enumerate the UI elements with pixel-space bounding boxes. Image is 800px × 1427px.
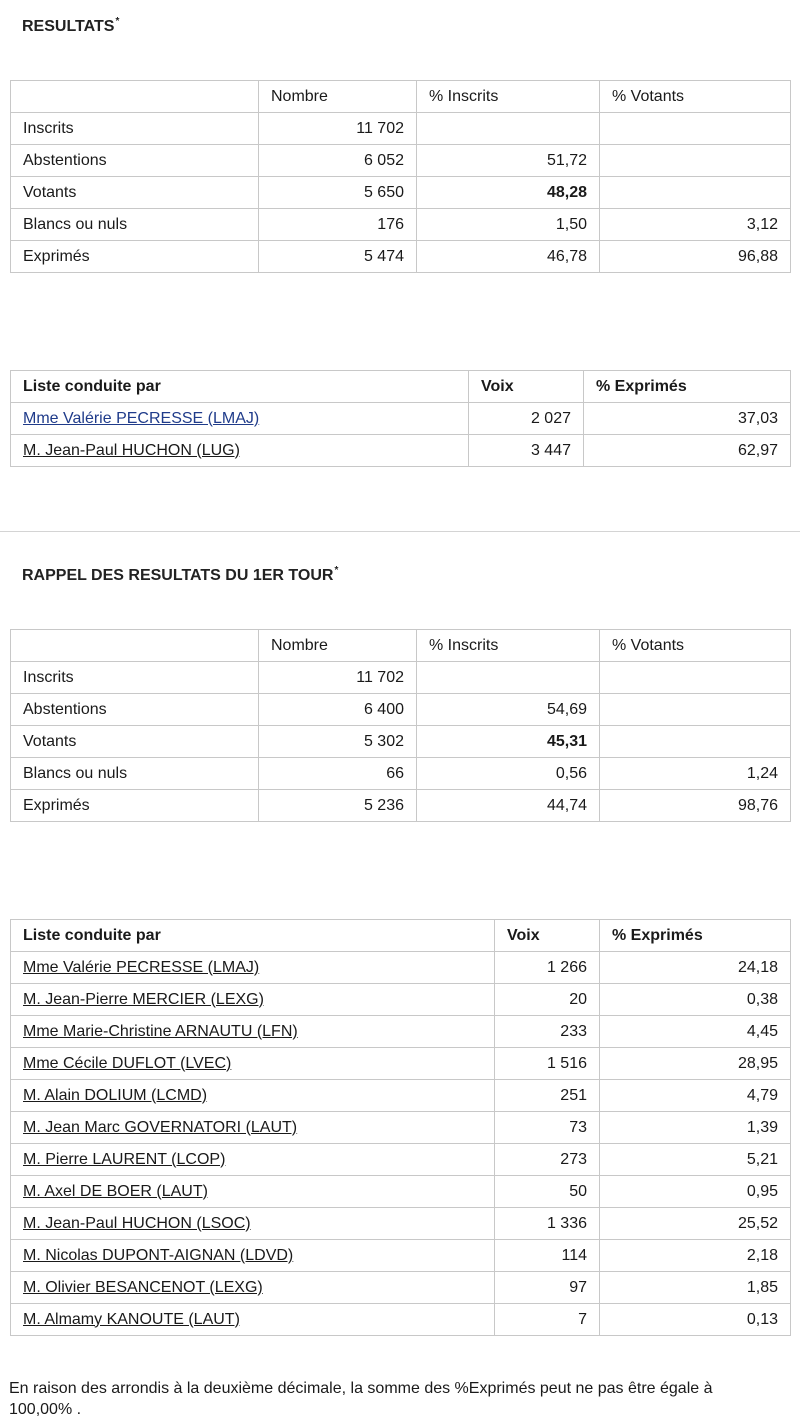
table-cell: 114 bbox=[495, 1240, 600, 1272]
table-cell: 37,03 bbox=[584, 403, 791, 435]
column-header: % Exprimés bbox=[600, 920, 791, 952]
column-header: Liste conduite par bbox=[11, 371, 469, 403]
candidate-link[interactable]: M. Pierre LAURENT (LCOP) bbox=[23, 1150, 226, 1168]
column-header bbox=[11, 81, 259, 113]
table-row bbox=[11, 662, 791, 694]
table-row bbox=[11, 1176, 791, 1208]
table-cell: 5 302 bbox=[259, 726, 417, 758]
table-row bbox=[11, 1208, 791, 1240]
table-cell: 1,24 bbox=[600, 758, 791, 790]
candidate-link[interactable]: Mme Cécile DUFLOT (LVEC) bbox=[23, 1054, 232, 1072]
row-label: Inscrits bbox=[11, 113, 259, 145]
table-cell: 7 bbox=[495, 1304, 600, 1336]
table-cell bbox=[600, 726, 791, 758]
table-cell: 1,85 bbox=[600, 1272, 791, 1304]
row-label: Exprimés bbox=[11, 241, 259, 273]
table-row bbox=[11, 758, 791, 790]
table-cell: 3 447 bbox=[469, 435, 584, 467]
table-cell: 46,78 bbox=[417, 241, 600, 273]
table-cell: 5 650 bbox=[259, 177, 417, 209]
candidate-link[interactable]: M. Jean-Paul HUCHON (LSOC) bbox=[23, 1214, 251, 1232]
table-row bbox=[11, 984, 791, 1016]
table-row bbox=[11, 177, 791, 209]
candidate-cell bbox=[11, 403, 469, 435]
table-cell: 1 266 bbox=[495, 952, 600, 984]
table-row bbox=[11, 241, 791, 273]
candidate-cell bbox=[11, 1208, 495, 1240]
candidate-link[interactable]: M. Alain DOLIUM (LCMD) bbox=[23, 1086, 208, 1104]
candidate-link[interactable]: M. Jean Marc GOVERNATORI (LAUT) bbox=[23, 1118, 298, 1136]
row-label: Inscrits bbox=[11, 662, 259, 694]
candidate-cell bbox=[11, 1176, 495, 1208]
table-cell: 6 052 bbox=[259, 145, 417, 177]
table-cell: 5,21 bbox=[600, 1144, 791, 1176]
candidate-link[interactable]: Mme Marie-Christine ARNAUTU (LFN) bbox=[23, 1022, 298, 1040]
section-divider bbox=[0, 531, 800, 532]
column-header: Nombre bbox=[259, 630, 417, 662]
table-cell: 251 bbox=[495, 1080, 600, 1112]
table-cell bbox=[417, 662, 600, 694]
table-cell: 5 236 bbox=[259, 790, 417, 822]
column-header: % Votants bbox=[600, 81, 791, 113]
table-cell: 44,74 bbox=[417, 790, 600, 822]
table-cell: 11 702 bbox=[259, 662, 417, 694]
column-header: Liste conduite par bbox=[11, 920, 495, 952]
table-cell: 48,28 bbox=[417, 177, 600, 209]
table-cell bbox=[417, 113, 600, 145]
results-title: RESULTATS* bbox=[22, 16, 120, 35]
table-cell: 51,72 bbox=[417, 145, 600, 177]
row-label: Votants bbox=[11, 726, 259, 758]
column-header: Voix bbox=[495, 920, 600, 952]
candidate-cell bbox=[11, 952, 495, 984]
candidate-link[interactable]: M. Axel DE BOER (LAUT) bbox=[23, 1182, 208, 1200]
candidate-cell bbox=[11, 984, 495, 1016]
candidate-cell bbox=[11, 1016, 495, 1048]
table-header-row bbox=[11, 371, 791, 403]
candidate-link[interactable]: M. Jean-Pierre MERCIER (LEXG) bbox=[23, 990, 264, 1008]
candidate-cell bbox=[11, 1272, 495, 1304]
table-row bbox=[11, 1112, 791, 1144]
candidate-cell bbox=[11, 1112, 495, 1144]
table-header-row bbox=[11, 920, 791, 952]
results-summary-table bbox=[10, 80, 791, 273]
table-row bbox=[11, 1048, 791, 1080]
table-cell bbox=[600, 113, 791, 145]
table-cell: 6 400 bbox=[259, 694, 417, 726]
first-round-summary-table bbox=[10, 629, 791, 822]
table-row bbox=[11, 403, 791, 435]
first-round-candidates-table bbox=[10, 919, 791, 1336]
table-cell: 62,97 bbox=[584, 435, 791, 467]
table-cell: 1 516 bbox=[495, 1048, 600, 1080]
table-cell: 66 bbox=[259, 758, 417, 790]
table-row bbox=[11, 694, 791, 726]
table-cell: 96,88 bbox=[600, 241, 791, 273]
table-cell: 50 bbox=[495, 1176, 600, 1208]
table-row bbox=[11, 209, 791, 241]
table-cell: 73 bbox=[495, 1112, 600, 1144]
table-row bbox=[11, 435, 791, 467]
column-header: Voix bbox=[469, 371, 584, 403]
column-header: % Exprimés bbox=[584, 371, 791, 403]
table-cell: 0,95 bbox=[600, 1176, 791, 1208]
table-cell: 273 bbox=[495, 1144, 600, 1176]
row-label: Blancs ou nuls bbox=[11, 758, 259, 790]
table-cell: 233 bbox=[495, 1016, 600, 1048]
candidate-link[interactable]: M. Jean-Paul HUCHON (LUG) bbox=[23, 441, 240, 459]
candidate-cell bbox=[11, 435, 469, 467]
table-row bbox=[11, 113, 791, 145]
candidate-cell bbox=[11, 1080, 495, 1112]
table-row bbox=[11, 1080, 791, 1112]
table-cell: 25,52 bbox=[600, 1208, 791, 1240]
table-row bbox=[11, 1304, 791, 1336]
table-cell: 3,12 bbox=[600, 209, 791, 241]
table-cell: 5 474 bbox=[259, 241, 417, 273]
column-header bbox=[11, 630, 259, 662]
table-row bbox=[11, 790, 791, 822]
table-cell: 1 336 bbox=[495, 1208, 600, 1240]
table-cell: 97 bbox=[495, 1272, 600, 1304]
candidate-cell bbox=[11, 1048, 495, 1080]
table-row bbox=[11, 145, 791, 177]
table-cell: 20 bbox=[495, 984, 600, 1016]
column-header: % Inscrits bbox=[417, 630, 600, 662]
row-label: Abstentions bbox=[11, 694, 259, 726]
table-cell: 1,50 bbox=[417, 209, 600, 241]
table-cell: 1,39 bbox=[600, 1112, 791, 1144]
row-label: Blancs ou nuls bbox=[11, 209, 259, 241]
results-candidates-table bbox=[10, 370, 791, 467]
table-cell: 4,45 bbox=[600, 1016, 791, 1048]
candidate-cell bbox=[11, 1240, 495, 1272]
table-row bbox=[11, 726, 791, 758]
table-cell bbox=[600, 694, 791, 726]
table-cell: 4,79 bbox=[600, 1080, 791, 1112]
candidate-cell bbox=[11, 1304, 495, 1336]
table-row bbox=[11, 1272, 791, 1304]
table-cell bbox=[600, 177, 791, 209]
table-cell: 2,18 bbox=[600, 1240, 791, 1272]
table-cell: 0,56 bbox=[417, 758, 600, 790]
rounding-footnote: En raison des arrondis à la deuxième décimale, la somme des %Exprimés peut ne pas être égale à 100,00% . bbox=[9, 1380, 713, 1418]
column-header: % Inscrits bbox=[417, 81, 600, 113]
candidate-link[interactable]: M. Nicolas DUPONT-AIGNAN (LDVD) bbox=[23, 1246, 294, 1264]
candidate-cell bbox=[11, 1144, 495, 1176]
table-cell bbox=[600, 145, 791, 177]
table-cell: 45,31 bbox=[417, 726, 600, 758]
row-label: Abstentions bbox=[11, 145, 259, 177]
candidate-link[interactable]: M. Almamy KANOUTE (LAUT) bbox=[23, 1310, 240, 1328]
table-cell: 2 027 bbox=[469, 403, 584, 435]
table-cell: 0,38 bbox=[600, 984, 791, 1016]
table-cell bbox=[600, 662, 791, 694]
candidate-link[interactable]: Mme Valérie PECRESSE (LMAJ) bbox=[23, 409, 260, 427]
column-header: % Votants bbox=[600, 630, 791, 662]
table-row bbox=[11, 1144, 791, 1176]
first-round-title: RAPPEL DES RESULTATS DU 1ER TOUR* bbox=[22, 565, 339, 584]
table-cell: 28,95 bbox=[600, 1048, 791, 1080]
table-row bbox=[11, 1240, 791, 1272]
table-row bbox=[11, 952, 791, 984]
row-label: Exprimés bbox=[11, 790, 259, 822]
table-cell: 11 702 bbox=[259, 113, 417, 145]
candidate-link[interactable]: M. Olivier BESANCENOT (LEXG) bbox=[23, 1278, 263, 1296]
candidate-link[interactable]: Mme Valérie PECRESSE (LMAJ) bbox=[23, 958, 260, 976]
table-cell: 24,18 bbox=[600, 952, 791, 984]
table-cell: 0,13 bbox=[600, 1304, 791, 1336]
column-header: Nombre bbox=[259, 81, 417, 113]
table-cell: 54,69 bbox=[417, 694, 600, 726]
table-header-row bbox=[11, 630, 791, 662]
table-header-row bbox=[11, 81, 791, 113]
table-cell: 176 bbox=[259, 209, 417, 241]
table-row bbox=[11, 1016, 791, 1048]
table-cell: 98,76 bbox=[600, 790, 791, 822]
row-label: Votants bbox=[11, 177, 259, 209]
